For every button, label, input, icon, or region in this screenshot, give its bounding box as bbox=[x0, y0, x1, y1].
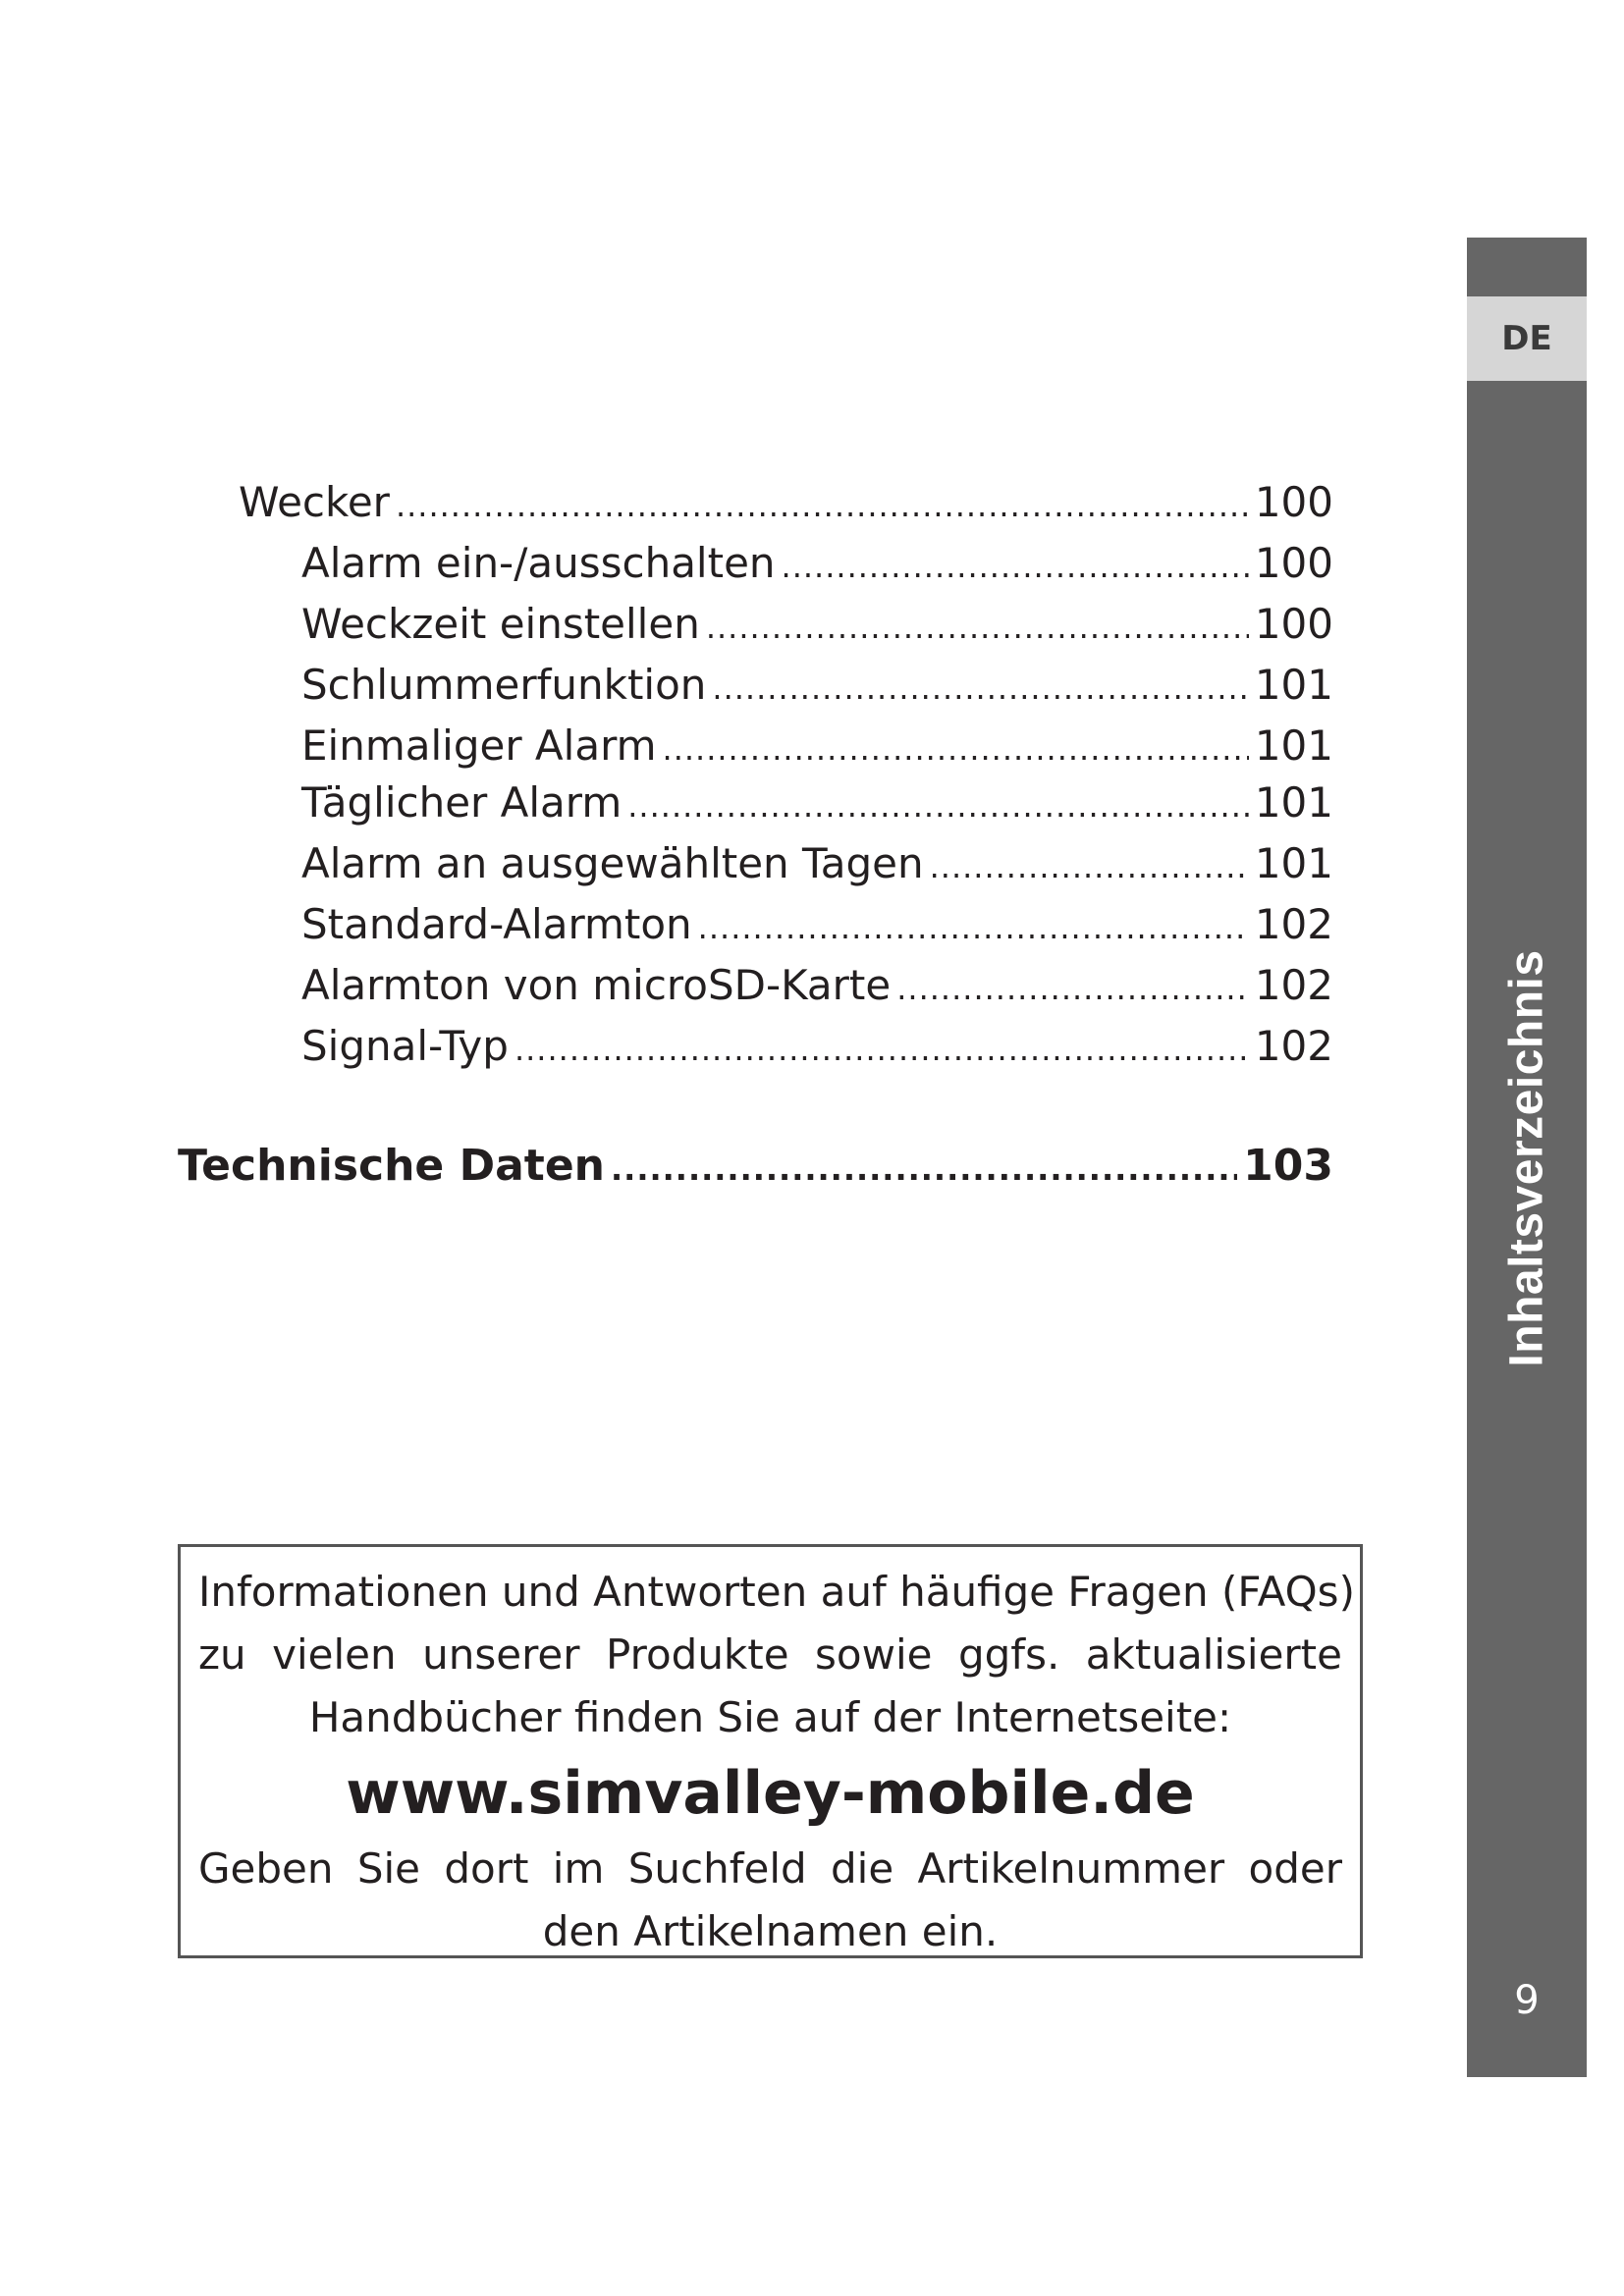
toc-entry-page: 100 bbox=[1254, 600, 1333, 648]
toc-leader bbox=[782, 537, 1249, 596]
toc-entry-page: 101 bbox=[1254, 839, 1333, 887]
toc-leader bbox=[706, 598, 1249, 657]
toc-entry[interactable] bbox=[301, 834, 1333, 893]
toc-leader bbox=[611, 1140, 1237, 1199]
toc-entry-page: 101 bbox=[1254, 661, 1333, 709]
toc-entry-label: Alarm an ausgewählten Tagen bbox=[301, 839, 924, 887]
toc-entry[interactable] bbox=[239, 473, 1333, 532]
section-title: Inhaltsverzeichnis bbox=[1500, 949, 1553, 1367]
toc-leader bbox=[514, 1020, 1249, 1079]
toc-entry-label: Weckzeit einstellen bbox=[301, 600, 700, 648]
toc-entry-page: 100 bbox=[1254, 539, 1333, 587]
toc-entry[interactable] bbox=[301, 895, 1333, 954]
info-text-line: Informationen und Antworten auf häufige Fragen (FAQs) bbox=[198, 1568, 1355, 1616]
toc-entry[interactable] bbox=[301, 717, 1333, 775]
toc-leader bbox=[712, 659, 1248, 718]
toc-entry-page: 102 bbox=[1254, 961, 1333, 1009]
toc-entry[interactable] bbox=[301, 1017, 1333, 1076]
toc-entry-label: Standard-Alarmton bbox=[301, 900, 692, 948]
toc-entry-page: 101 bbox=[1254, 778, 1333, 827]
info-box bbox=[178, 1544, 1363, 1958]
toc-entry[interactable] bbox=[301, 656, 1333, 715]
toc-entry-label: Alarmton von microSD-Karte bbox=[301, 961, 892, 1009]
toc-leader bbox=[698, 898, 1249, 957]
info-text-line: zu vielen unserer Produkte sowie ggfs. aktualisierte bbox=[198, 1630, 1342, 1679]
toc-leader bbox=[396, 476, 1249, 535]
toc-entry-page: 100 bbox=[1254, 478, 1333, 526]
language-badge bbox=[1467, 296, 1587, 381]
website-link[interactable]: www.simvalley-mobile.de bbox=[346, 1759, 1195, 1828]
toc-leader bbox=[627, 776, 1249, 835]
toc-entry-label: Schlummerfunktion bbox=[301, 661, 707, 709]
toc-entry-page: 102 bbox=[1254, 900, 1333, 948]
page-number: 9 bbox=[1514, 1978, 1540, 2023]
info-text-line: den Artikelnamen ein. bbox=[542, 1907, 999, 1955]
toc-entry[interactable] bbox=[301, 774, 1333, 832]
toc-entry-label: Signal-Typ bbox=[301, 1022, 509, 1070]
toc-section-label: Technische Daten bbox=[178, 1141, 605, 1191]
toc-entry-label: Täglicher Alarm bbox=[301, 778, 623, 827]
language-label: DE bbox=[1501, 319, 1552, 358]
info-text-line: Handbücher finden Sie auf der Internetseite: bbox=[308, 1693, 1232, 1741]
toc-entry-label: Wecker bbox=[239, 478, 390, 526]
toc-entry[interactable] bbox=[301, 595, 1333, 654]
toc-leader bbox=[663, 720, 1249, 778]
toc-entry-page: 102 bbox=[1254, 1022, 1333, 1070]
toc-entry[interactable] bbox=[301, 534, 1333, 593]
toc-entry-label: Alarm ein-/ausschalten bbox=[301, 539, 776, 587]
toc-entry-page: 101 bbox=[1254, 721, 1333, 770]
toc-entry-label: Einmaliger Alarm bbox=[301, 721, 657, 770]
toc-section-page: 103 bbox=[1243, 1141, 1333, 1191]
toc-section-entry[interactable] bbox=[178, 1137, 1333, 1196]
toc-entry[interactable] bbox=[301, 956, 1333, 1015]
info-text-line: Geben Sie dort im Suchfeld die Artikelnummer oder bbox=[198, 1844, 1342, 1893]
toc-leader bbox=[930, 837, 1249, 896]
toc-leader bbox=[896, 959, 1249, 1018]
